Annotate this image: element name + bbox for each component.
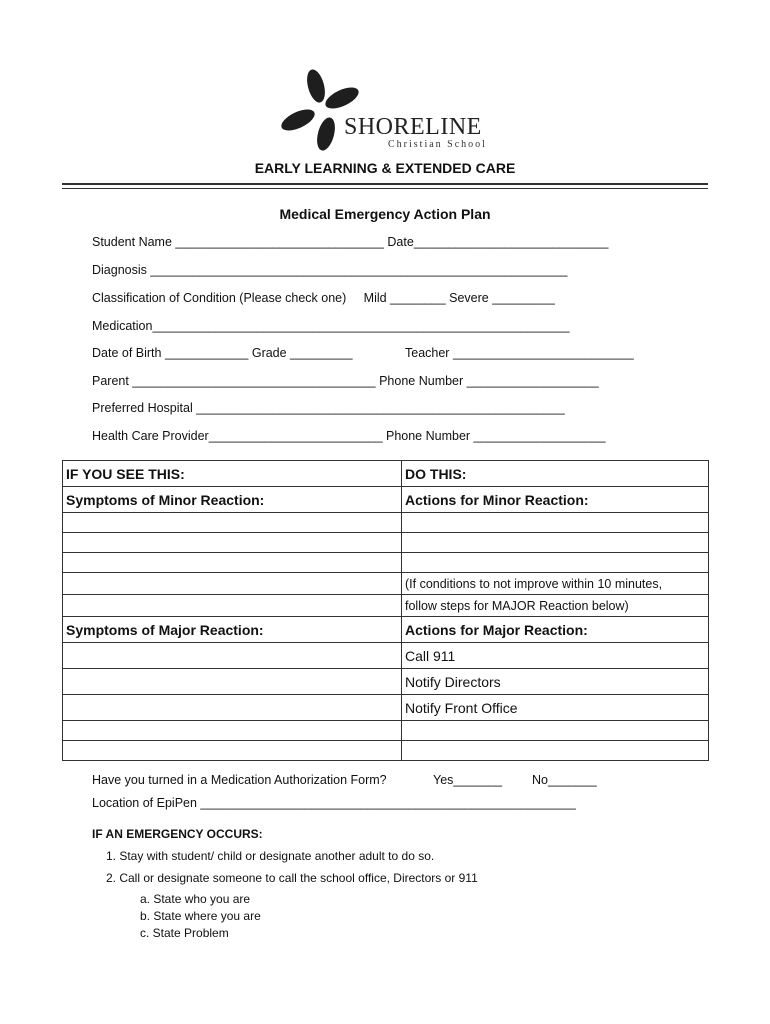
major-action-front-office: Notify Front Office xyxy=(402,695,709,721)
minor-symptom-cell[interactable] xyxy=(63,513,402,533)
reaction-table xyxy=(62,460,709,761)
dob-grade-field[interactable]: Date of Birth ____________ Grade _________ xyxy=(92,346,353,360)
medication-field[interactable]: Medication____________________________________________________________ xyxy=(92,319,570,333)
program-title: EARLY LEARNING & EXTENDED CARE xyxy=(254,160,516,176)
col2-header: DO THIS: xyxy=(402,461,709,487)
emergency-substep-b: b. State where you are xyxy=(140,909,261,923)
minor-symptom-cell[interactable] xyxy=(63,553,402,573)
school-name: SHORELINE xyxy=(344,114,482,140)
minor-symptom-cell[interactable] xyxy=(63,573,402,595)
school-subtitle: Christian School xyxy=(388,139,487,150)
major-symptom-cell[interactable] xyxy=(63,643,402,669)
emergency-step-1: 1. Stay with student/ child or designate another adult to do so. xyxy=(106,849,435,863)
emergency-substep-c: c. State Problem xyxy=(140,926,229,940)
parent-field[interactable]: Parent ___________________________________ Phone Number ___________________ xyxy=(92,374,599,388)
major-symptoms-label: Symptoms of Major Reaction: xyxy=(63,617,402,643)
major-action-cell[interactable] xyxy=(402,741,709,761)
minor-symptoms-label: Symptoms of Minor Reaction: xyxy=(63,487,402,513)
minor-action-cell[interactable] xyxy=(402,533,709,553)
major-actions-label: Actions for Major Reaction: xyxy=(402,617,709,643)
no-option[interactable]: No_______ xyxy=(532,773,597,787)
minor-note-line1: (If conditions to not improve within 10 minutes, xyxy=(402,573,709,595)
med-form-question: Have you turned in a Medication Authorization Form? xyxy=(92,773,387,787)
minor-symptom-cell[interactable] xyxy=(63,595,402,617)
diagnosis-field[interactable]: Diagnosis ____________________________________________________________ xyxy=(92,263,568,277)
major-symptom-cell[interactable] xyxy=(63,721,402,741)
minor-symptom-cell[interactable] xyxy=(63,533,402,553)
minor-actions-label: Actions for Minor Reaction: xyxy=(402,487,709,513)
yes-option[interactable]: Yes_______ xyxy=(433,773,503,787)
emergency-heading: IF AN EMERGENCY OCCURS: xyxy=(92,827,263,841)
epipen-field[interactable]: Location of EpiPen ______________________________________________________ xyxy=(92,796,576,810)
form-title: Medical Emergency Action Plan xyxy=(279,206,491,222)
minor-action-cell[interactable] xyxy=(402,513,709,533)
major-symptom-cell[interactable] xyxy=(63,669,402,695)
minor-action-cell[interactable] xyxy=(402,553,709,573)
major-action-call: Call 911 xyxy=(402,643,709,669)
student-name-field[interactable]: Student Name ______________________________ Date____________________________ xyxy=(92,235,609,249)
teacher-field[interactable]: Teacher __________________________ xyxy=(405,346,634,360)
major-action-cell[interactable] xyxy=(402,721,709,741)
major-symptom-cell[interactable] xyxy=(63,695,402,721)
classification-field[interactable]: Classification of Condition (Please check one) Mild ________ Severe _________ xyxy=(92,291,555,305)
major-action-directors: Notify Directors xyxy=(402,669,709,695)
emergency-substep-a: a. State who you are xyxy=(140,892,251,906)
minor-note-line2: follow steps for MAJOR Reaction below) xyxy=(402,595,709,617)
provider-field[interactable]: Health Care Provider_________________________ Phone Number ___________________ xyxy=(92,429,606,443)
major-symptom-cell[interactable] xyxy=(63,741,402,761)
col1-header: IF YOU SEE THIS: xyxy=(63,461,402,487)
emergency-step-2: 2. Call or designate someone to call the school office, Directors or 911 xyxy=(106,871,478,885)
header-rule-thin xyxy=(62,188,708,189)
hospital-field[interactable]: Preferred Hospital _____________________________________________________ xyxy=(92,401,565,415)
header-rule xyxy=(62,183,708,185)
